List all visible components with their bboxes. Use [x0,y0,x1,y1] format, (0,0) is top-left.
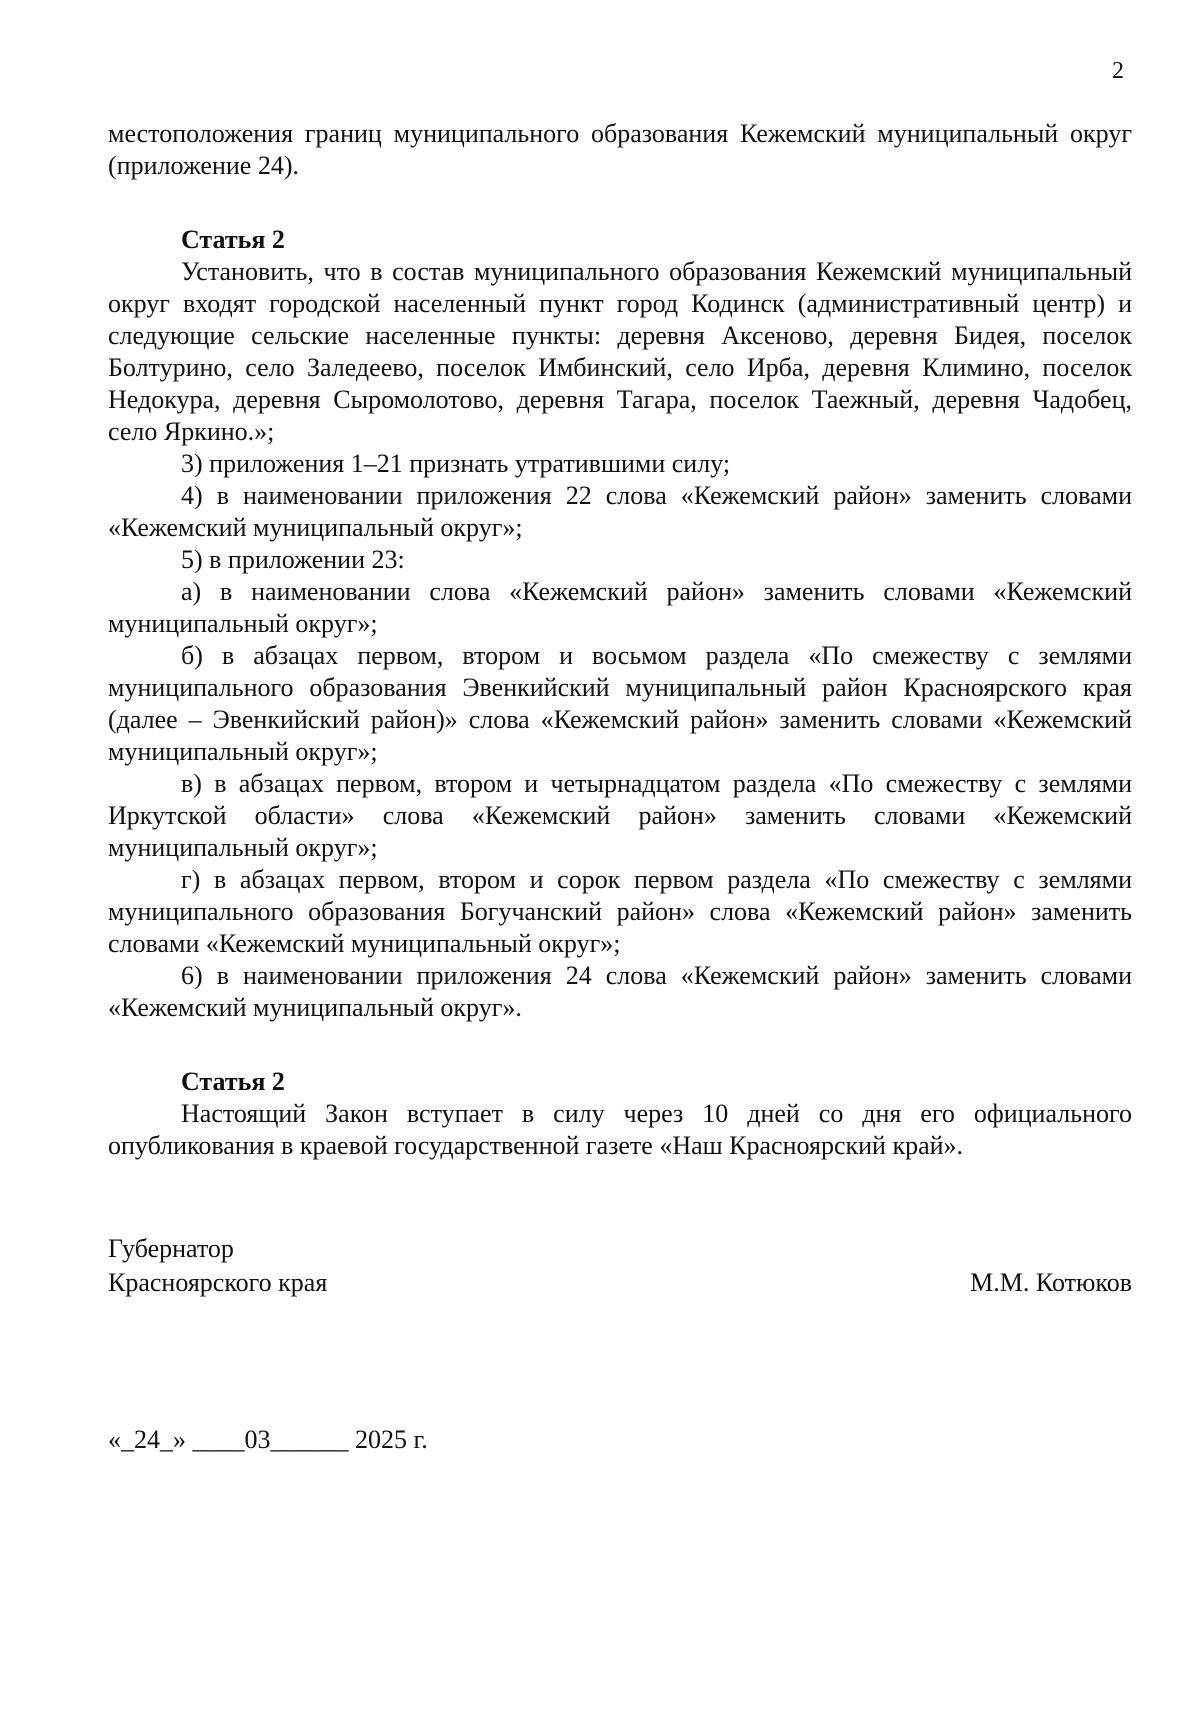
spacer [108,1024,1132,1066]
article-paragraph: Установить, что в состав муниципального образования Кежемский муниципальный округ входят городской населенный пункт город Кодинск (административный центр) и следующие сельские населенные пункты: деревня Аксеново, деревня Бидея, поселок Болтурино, село Заледеево, поселок Имбинский, село Ирба, деревня Климино, поселок Недокура, деревня Сыромолотово, деревня Тагара, поселок Таежный, деревня Чадобец, село Яркино.»; [108,257,1132,446]
signing-date: «_24_» ____03______ 2025 г. [108,1425,428,1454]
article-paragraph: Настоящий Закон вступает в силу через 10 дней со дня его официального опубликования в краевой государственной газете «Наш Красноярский край». [108,1099,1132,1160]
article-paragraph: г) в абзацах первом, втором и сорок первом раздела «По смежеству с землями муниципального образования Богучанский район» слова «Кежемский район» заменить словами «Кежемский муниципальный округ»; [108,865,1132,958]
spacer [108,182,1132,224]
intro-paragraph: местоположения границ муниципального образования Кежемский муниципальный округ (приложение 24). [108,119,1132,180]
article-title: Статья 2 [181,1067,285,1096]
signature-row [108,1266,1132,1300]
article-paragraph: 4) в наименовании приложения 22 слова «Кежемский район» заменить словами «Кежемский муниципальный округ»; [108,481,1132,542]
signature-block [108,1232,1132,1300]
document-body [108,118,1132,1162]
page-number: 2 [1112,58,1124,84]
article-paragraph: 3) приложения 1–21 признать утратившими силу; [181,449,731,478]
signer-position-line-1: Губернатор [108,1234,234,1263]
article-paragraph: в) в абзацах первом, втором и четырнадцатом раздела «По смежеству с землями Иркутской области» слова «Кежемский район» заменить словами «Кежемский муниципальный округ»; [108,769,1132,862]
article-title: Статья 2 [181,225,285,254]
signer-name: М.М. Котюков [970,1268,1132,1297]
article-paragraph: а) в наименовании слова «Кежемский район» заменить словами «Кежемский муниципальный округ»; [108,577,1132,638]
article-paragraph: 6) в наименовании приложения 24 слова «Кежемский район» заменить словами «Кежемский муниципальный округ». [108,961,1132,1022]
article-paragraph: б) в абзацах первом, втором и восьмом раздела «По смежеству с землями муниципального образования Эвенкийский муниципальный район Красноярского края (далее – Эвенкийский район)» слова «Кежемский район» заменить словами «Кежемский муниципальный округ»; [108,641,1132,766]
article-paragraph: 5) в приложении 23: [181,545,405,574]
signer-position-line-2: Красноярского края [108,1268,328,1297]
